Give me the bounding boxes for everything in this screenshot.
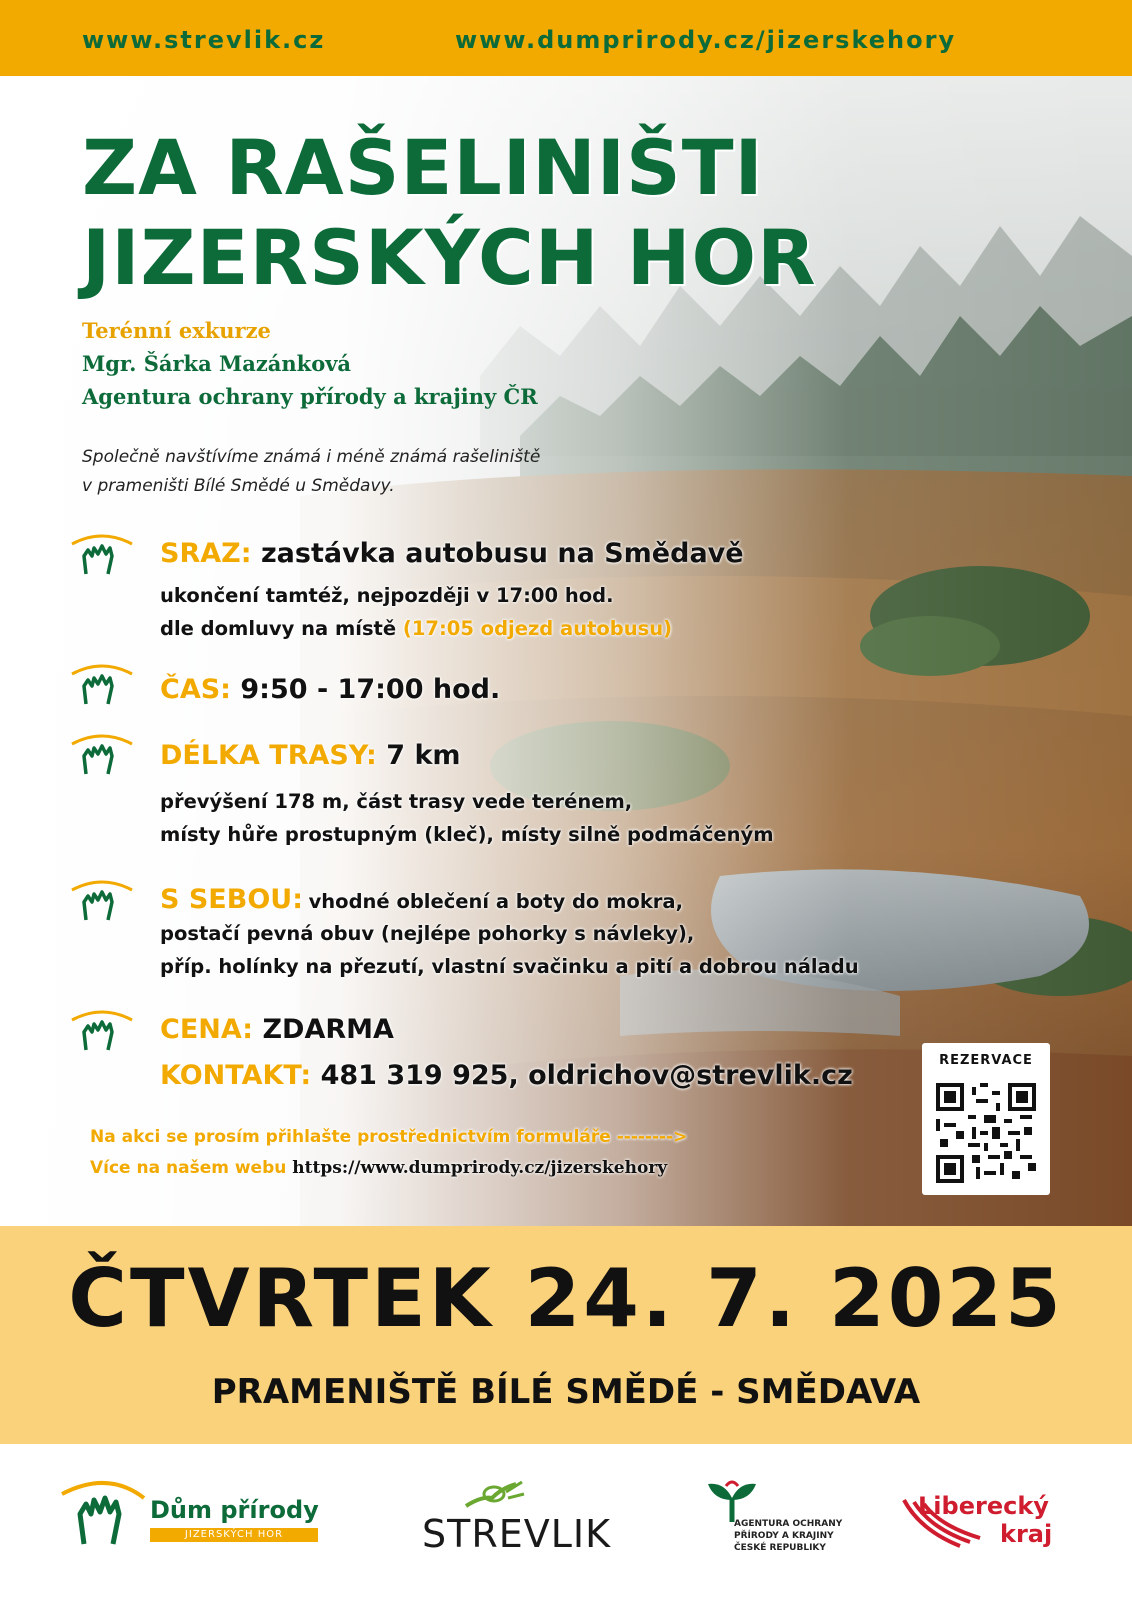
strevlik-logo[interactable]: [422, 1478, 612, 1558]
hand-arc-icon: [68, 730, 136, 776]
hand-arc-icon: [68, 660, 136, 706]
aopk-name: [734, 1518, 844, 1554]
contact-row: KONTAKT: 481 319 925, oldrichov@strevlik.cz: [160, 1060, 853, 1091]
meeting-point-value: zastávka autobusu na Smědavě: [260, 538, 744, 569]
what-to-bring-line-3: příp. holínky na přezutí, vlastní svačinku a pití a dobrou náladu: [160, 955, 859, 978]
liberecky-kraj-logo[interactable]: [900, 1486, 1060, 1558]
hand-arc-icon: [68, 876, 136, 922]
strevlik-name: STREVLIK: [422, 1512, 612, 1556]
aopk-line-3: ČESKÉ REPUBLIKY: [734, 1543, 826, 1553]
title-line-1: ZA RAŠELINIŠTI: [82, 123, 764, 212]
dum-prirody-hand-icon: [58, 1474, 148, 1546]
organization-name: Agentura ochrany přírody a krajiny ČR: [82, 384, 538, 409]
what-to-bring-row: S SEBOU: vhodné oblečení a boty do mokra,: [160, 884, 683, 915]
route-length-value: 7 km: [386, 740, 461, 771]
header-bar: [0, 0, 1132, 76]
what-to-bring-label: S SEBOU: [160, 884, 293, 915]
event-type: Terénní exkurze: [82, 318, 271, 343]
route-length-label: DÉLKA TRASY: [160, 740, 367, 771]
contact-value[interactable]: 481 319 925, oldrichov@strevlik.cz: [320, 1060, 853, 1091]
route-note-1: převýšení 178 m, část trasy vede terénem,: [160, 790, 633, 813]
aopk-line-2: PŘÍRODY A KRAJINY: [734, 1531, 834, 1541]
beetle-icon: [462, 1478, 532, 1512]
reservation-qr-box[interactable]: [922, 1043, 1050, 1195]
event-date: ČTVRTEK 24. 7. 2025: [68, 1252, 1064, 1345]
meeting-point-label: SRAZ: [160, 538, 241, 569]
price-value: ZDARMA: [262, 1014, 394, 1045]
meeting-note-2: dle domluvy na místě: [160, 617, 397, 640]
contact-label: KONTAKT: [160, 1060, 301, 1091]
meeting-point-row: SRAZ: zastávka autobusu na Smědavě: [160, 538, 744, 569]
aopk-line-1: AGENTURA OCHRANY: [734, 1519, 843, 1529]
liberecky-kraj-line-2: kraj: [1000, 1520, 1053, 1548]
route-length-row: DÉLKA TRASY: 7 km: [160, 740, 461, 771]
website-link-dumprirody[interactable]: www.dumprirody.cz/jizerskehory: [455, 26, 957, 54]
meeting-note-2-row: [160, 617, 672, 640]
liberecky-kraj-line-1: Liberecký: [918, 1492, 1049, 1520]
time-label: ČAS: [160, 674, 221, 705]
more-info-row: [90, 1158, 667, 1178]
signup-note: Na akci se prosím přihlašte prostřednictvím formuláře -------->: [90, 1127, 688, 1147]
event-place: PRAMENIŠTĚ BÍLÉ SMĚDÉ - SMĚDAVA: [211, 1372, 921, 1412]
time-row: ČAS: 9:50 - 17:00 hod.: [160, 674, 501, 705]
what-to-bring-line-2: postačí pevná obuv (nejlépe pohorky s návleky),: [160, 922, 695, 945]
aopk-logo[interactable]: [700, 1478, 843, 1578]
dum-prirody-subtitle: JIZERSKÝCH HOR: [150, 1528, 318, 1542]
price-label: CENA: [160, 1014, 243, 1045]
route-note-2: místy hůře prostupným (kleč), místy silně podmáčeným: [160, 823, 774, 846]
bus-departure-note: (17:05 odjezd autobusu): [402, 617, 673, 640]
hand-arc-icon: [68, 530, 136, 576]
time-value: 9:50 - 17:00 hod.: [240, 674, 501, 705]
website-link-strevlik[interactable]: www.strevlik.cz: [82, 26, 326, 54]
intro-line-1: Společně navštívíme známá i méně známá rašeliniště: [82, 447, 541, 467]
guide-name: Mgr. Šárka Mazánková: [82, 351, 352, 376]
dum-prirody-logo[interactable]: [58, 1474, 328, 1546]
dum-prirody-name: Dům přírody: [150, 1496, 319, 1524]
more-info-label: Více na našem webu: [90, 1158, 287, 1178]
title-line-2: JIZERSKÝCH HOR: [82, 213, 817, 302]
what-to-bring-line-1: vhodné oblečení a boty do mokra,: [308, 890, 683, 913]
reservation-label: REZERVACE: [939, 1053, 1033, 1068]
qr-code-icon[interactable]: [936, 1083, 1036, 1183]
intro-line-2: v prameništi Bílé Smědé u Smědavy.: [82, 476, 395, 496]
meeting-note-1: ukončení tamtéž, nejpozději v 17:00 hod.: [160, 584, 614, 607]
more-info-link[interactable]: https://www.dumprirody.cz/jizerskehory: [292, 1158, 668, 1178]
hand-arc-icon: [68, 1006, 136, 1052]
price-row: CENA: ZDARMA: [160, 1014, 394, 1045]
